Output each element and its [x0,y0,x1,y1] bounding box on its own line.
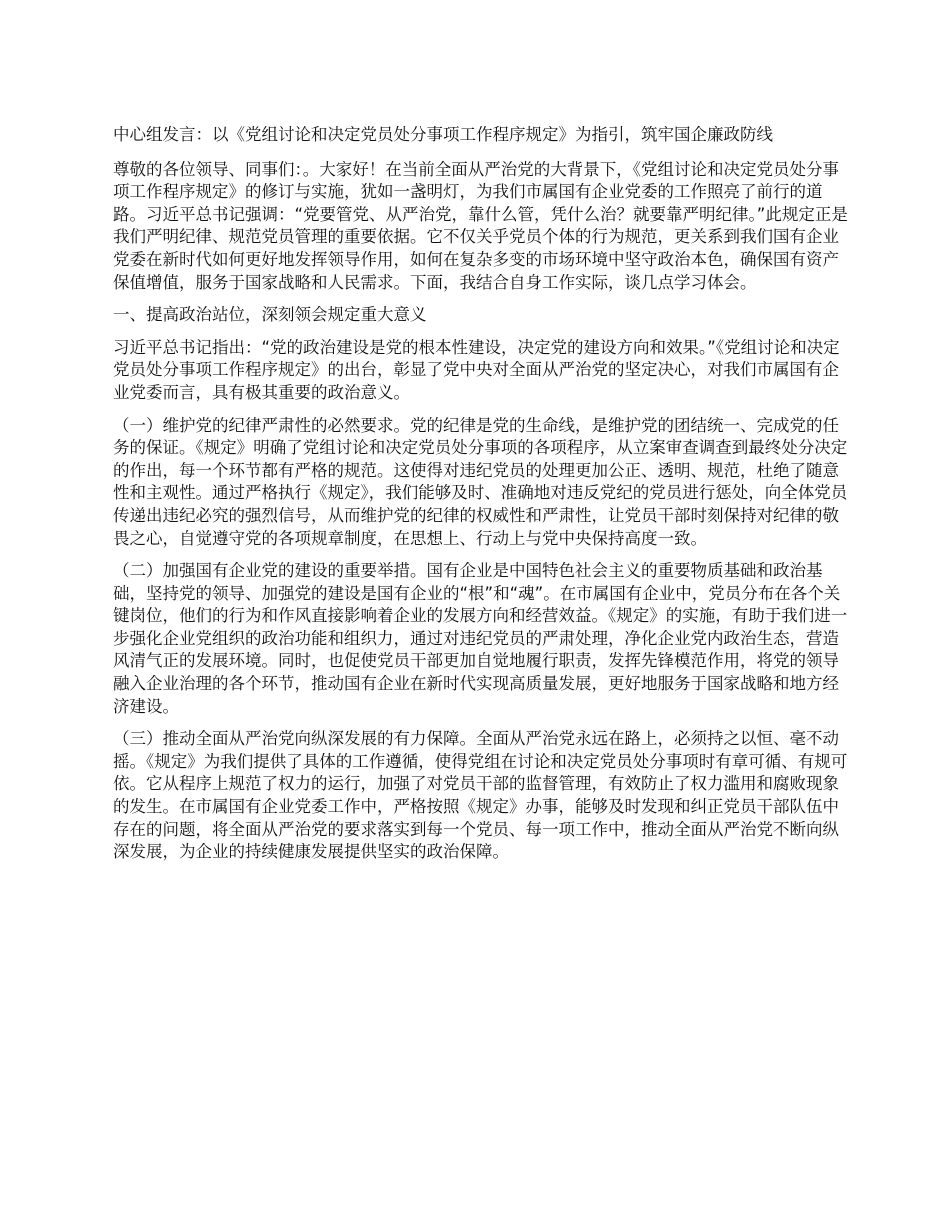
document-title: 中心组发言：以《党组讨论和决定党员处分事项工作程序规定》为指引，筑牢国企廉政防线 [113,125,773,144]
paragraph-point-1: （一）维护党的纪律严肃性的必然要求。党的纪律是党的生命线，是维护党的团结统一、完成党的任务的保证。《规定》明确了党组讨论和决定党员处分事项的各项程序，从立案审查调查到最终处分决定的作出，每一个环节都有严格的规范。这使得对违纪党员的处理更加公正、透明、规范，杜绝了随意性和主观性。通过严格执行《规定》，我们能够及时、准确地对违反党纪的党员进行惩处，向全体党员传递出违纪必究的强烈信号，从而维护党的纪律的权威性和严肃性，让党员干部时刻保持对纪律的敬畏之心，自觉遵守党的各项规章制度，在思想上、行动上与党中央保持高度一致。 [113,415,848,548]
paragraph-section-intro: 习近平总书记指出：“党的政治建设是党的根本性建设，决定党的建设方向和效果。”《党组讨论和决定党员处分事项工作程序规定》的出台，彰显了党中央对全面从严治党的坚定决心，对我们市属国有企业党委而言，具有极其重要的政治意义。 [113,337,840,402]
paragraph-point-3: （三）推动全面从严治党向纵深发展的有力保障。全面从严治党永远在路上，必须持之以恒、毫不动摇。《规定》为我们提供了具体的工作遵循，使得党组在讨论和决定党员处分事项时有章可循、有规可依。它从程序上规范了权力的运行，加强了对党员干部的监督管理，有效防止了权力滥用和腐败现象的发生。在市属国有企业党委工作中，严格按照《规定》办事，能够及时发现和纠正党员干部队伍中存在的问题，将全面从严治党的要求落实到每一个党员、每一项工作中，推动全面从严治党不断向纵深发展，为企业的持续健康发展提供坚实的政治保障。 [113,729,848,862]
paragraph-point-2: （二）加强国有企业党的建设的重要举措。国有企业是中国特色社会主义的重要物质基础和政治基础，坚持党的领导、加强党的建设是国有企业的“根”和“魂”。在市属国有企业中，党员分布在各个关键岗位，他们的行为和作风直接影响着企业的发展方向和经营效益。《规定》的实施，有助于我们进一步强化企业党组织的政治功能和组织力，通过对违纪党员的严肃处理，净化企业党内政治生态，营造风清气正的发展环境。同时，也促使党员干部更加自觉地履行职责，发挥先锋模范作用，将党的领导融入企业治理的各个环节，推动国有企业在新时代实现高质量发展，更好地服务于国家战略和地方经济建设。 [113,561,848,716]
paragraph-greeting: 尊敬的各位领导、同事们：。大家好！在当前全面从严治党的大背景下，《党组讨论和决定党员处分事项工作程序规定》的修订与实施，犹如一盏明灯，为我们市属国有企业党委的工作照亮了前行的道路。习近平总书记强调：“党要管党、从严治党，靠什么管，凭什么治？就要靠严明纪律。”此规定正是我们严明纪律、规范党员管理的重要依据。它不仅关乎党员个体的行为规范，更关系到我们国有企业党委在新时代如何更好地发挥领导作用，如何在复杂多变的市场环境中坚守政治本色，确保国有资产保值增值，服务于国家战略和人民需求。下面，我结合自身工作实际，谈几点学习体会。 [113,159,848,292]
document-body [113,124,855,874]
section-heading-1: 一、提高政治站位，深刻领会规定重大意义 [113,305,427,325]
